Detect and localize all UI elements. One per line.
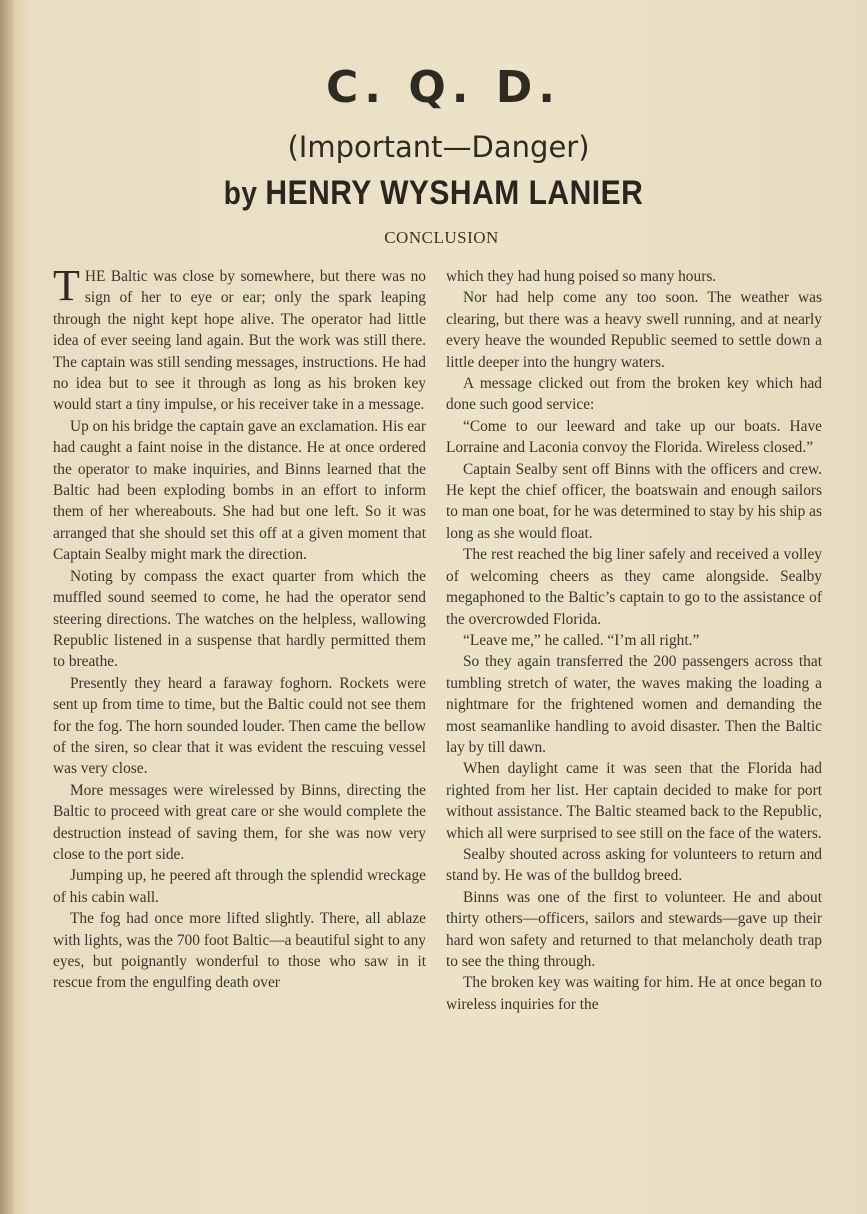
paragraph: The rest reached the big liner safely and received a volley of welcoming cheers as they came alongside. Sealby megaphoned to the Baltic’s captain to go to the assistance of the overcrowded Florida. [446,546,822,628]
paragraph: So they again transferred the 200 passengers across that tumbling stretch of water, the waves making the loading a nightmare for the frightened women and demanding the most seamanlike handling to avoid disaster. Then the Baltic lay by till dawn. [446,653,822,756]
paragraph: THE Baltic was close by somewhere, but there was no sign of her to eye or ear; only the spark leaping through the night kept hope alive. The operator had little idea of ever seeing land again. But the work was still there. The captain was still sending messages, instructions. He had no idea but to see it through as long as his broken key would start a tiny impulse, or his receiver take in a message. [53,261,426,414]
drop-cap: T [53,261,80,310]
paragraph: Up on his bridge the captain gave an exclamation. His ear had caught a faint noise in the distance. He at once ordered the operator to make inquiries, and Binns learned that the Baltic had been exploding bombs in an effort to inform them of her whereabouts. She had but one left. So it was arranged that she should set this off at a given moment that Captain Sealby might mark the direction. [53,417,426,564]
paragraph: When daylight came it was seen that the Florida had righted from her list. Her captain decided to make for port without assistance. The Baltic steamed back to the Republic, which all were surprised to see still on the face of the waters. [446,760,822,842]
paragraph: More messages were wirelessed by Binns, directing the Baltic to proceed with great care or she would complete the destruction instead of saving them, for she was now very close to the port side. [53,781,426,863]
paragraph-continuation: which they had hung poised so many hours. [446,268,717,285]
paragraph: “Leave me,” he called. “I’m all right.” [463,631,700,649]
section-label: CONCLUSION [384,228,499,247]
left-column [53,261,426,994]
paragraph: Sealby shouted across asking for volunteers to return and stand by. He was of the bulldog breed. [446,845,822,885]
byline-prefix: by [223,175,258,211]
paragraph: The fog had once more lifted slightly. There, all ablaze with lights, was the 700 foot Baltic—a beautiful sight to any eyes, but poignantly wonderful to those who saw in it rescue from the engulfing death over [53,910,426,992]
byline [0,174,867,213]
paragraph: Binns was one of the first to volunteer. He and about thirty others—officers, sailors and stewards—gave up their hard won safety and returned to that melancholy death trap to see the thing through. [446,888,822,970]
paragraph: Jumping up, he peered aft through the splendid wreckage of his cabin wall. [53,867,426,906]
paragraph: Nor had help come any too soon. The weather was clearing, but there was a heavy swell running, and at nearly every heave the wounded Republic seemed to settle down a little deeper into the hungry waters. [446,289,822,371]
article-subtitle: (Important—Danger) [287,130,590,164]
paragraph: “Come to our leeward and take up our boats. Have Lorraine and Laconia convoy the Florida. Wireless closed.” [446,417,822,457]
article-title: C. Q. D. [326,62,561,113]
paragraph: Presently they heard a faraway foghorn. Rockets were sent up from time to time, but the Baltic could not see them for the fog. The horn sounded louder. Then came the bellow of the siren, so clear that it was evident the rescuing vessel was very close. [53,674,426,778]
paragraph: The broken key was waiting for him. He at once began to wireless inquiries for the [446,974,822,1013]
author-name: HENRY WYSHAM LANIER [265,174,644,212]
paragraph: Noting by compass the exact quarter from which the muffled sound seemed to come, he had the operator send steering directions. The watches on the helpless, wallowing Republic listened in a suspense that hardly permitted them to breathe. [53,567,426,671]
right-column [446,266,822,1015]
paragraph: A message clicked out from the broken key which had done such good service: [446,375,822,414]
paragraph: Captain Sealby sent off Binns with the officers and crew. He kept the chief officer, the boatswain and enough sailors to man one boat, for he was determined to stay by his ship as long as she would float. [446,460,822,542]
